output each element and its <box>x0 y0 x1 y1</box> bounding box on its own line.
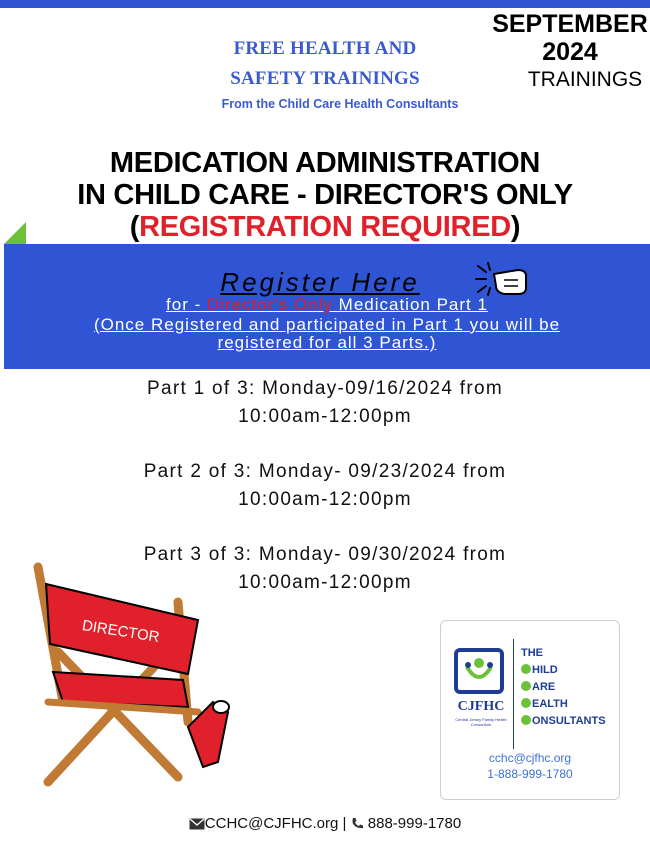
green-c-dot <box>521 681 531 691</box>
logo-divider <box>513 639 514 749</box>
logo-line-the: THE <box>521 647 543 659</box>
part-2-schedule <box>60 458 590 514</box>
title-line1: MEDICATION ADMINISTRATION <box>109 147 541 179</box>
header-title-line2: SAFETY TRAININGS <box>230 68 420 89</box>
footer-phone: 888-999-1780 <box>367 815 462 832</box>
year-label: 2024 <box>542 38 598 66</box>
director-chair-icon <box>28 562 243 802</box>
paren-close: ) <box>510 211 521 243</box>
title-line2: IN CHILD CARE - DIRECTOR'S ONLY <box>77 179 573 211</box>
green-h-dot <box>521 698 531 708</box>
green-c-dot <box>521 664 531 674</box>
logo-line-care: ARE <box>521 679 606 696</box>
registration-line3[interactable]: registered for all 3 Parts.) <box>217 333 437 352</box>
logo-line-consultants: ONSULTANTS <box>521 713 606 730</box>
logo-email[interactable]: cchc@cjfhc.org <box>488 751 572 765</box>
paren-open: ( <box>129 211 140 243</box>
logo-acronym-sub: Central Jersey Family Health Consortium <box>455 717 507 727</box>
logo-line-health: EALTH <box>521 696 606 713</box>
logo-wordmark <box>521 645 606 730</box>
part-2-line2: 10:00am-12:00pm <box>238 489 412 510</box>
month-label: SEPTEMBER <box>492 10 648 38</box>
title-line3 <box>40 211 610 243</box>
green-corner-decoration <box>4 222 26 244</box>
pointing-hand-icon <box>474 260 532 298</box>
register-here-link[interactable]: Register Here <box>220 267 420 297</box>
registration-line1[interactable] <box>4 295 650 314</box>
header-title-line1: FREE HEALTH AND <box>233 38 417 59</box>
header-title <box>190 34 460 94</box>
registration-required: REGISTRATION REQUIRED <box>139 211 511 243</box>
page-title <box>40 147 610 243</box>
logo-phone: 1-888-999-1780 <box>487 767 573 781</box>
footer-contact <box>160 815 490 832</box>
registration-line2[interactable]: (Once Registered and participated in Part 1 you will be <box>93 315 561 334</box>
footer-email[interactable]: CCHC@CJFHC.org <box>204 815 339 832</box>
header-subtitle: From the Child Care Health Consultants <box>221 97 459 111</box>
phone-icon <box>351 817 364 830</box>
cjfhc-logo-icon <box>453 647 505 695</box>
top-accent-bar <box>0 0 650 8</box>
reg-suffix: Medication Part 1 <box>332 295 488 314</box>
reg-prefix: for - <box>166 295 207 314</box>
footer-separator: | <box>338 815 351 832</box>
part-3-line1: Part 3 of 3: Monday- 09/30/2024 from <box>143 544 507 565</box>
part-1-line1: Part 1 of 3: Monday-09/16/2024 from <box>146 378 503 399</box>
part-3-line2: 10:00am-12:00pm <box>238 572 412 593</box>
logo-acronym: CJFHC <box>457 699 505 714</box>
chair-label: DIRECTOR <box>80 617 161 647</box>
green-c-dot <box>521 715 531 725</box>
part-1-schedule <box>60 375 590 431</box>
cjfhc-logo-card <box>440 620 620 800</box>
month-year <box>485 10 650 66</box>
part-2-line1: Part 2 of 3: Monday- 09/23/2024 from <box>143 461 507 482</box>
logo-line-child: HILD <box>521 662 606 679</box>
part-1-line2: 10:00am-12:00pm <box>238 406 412 427</box>
trainings-label: TRAININGS <box>527 68 643 91</box>
directors-only-highlight: Director's Only <box>207 295 333 314</box>
envelope-icon <box>189 818 205 830</box>
